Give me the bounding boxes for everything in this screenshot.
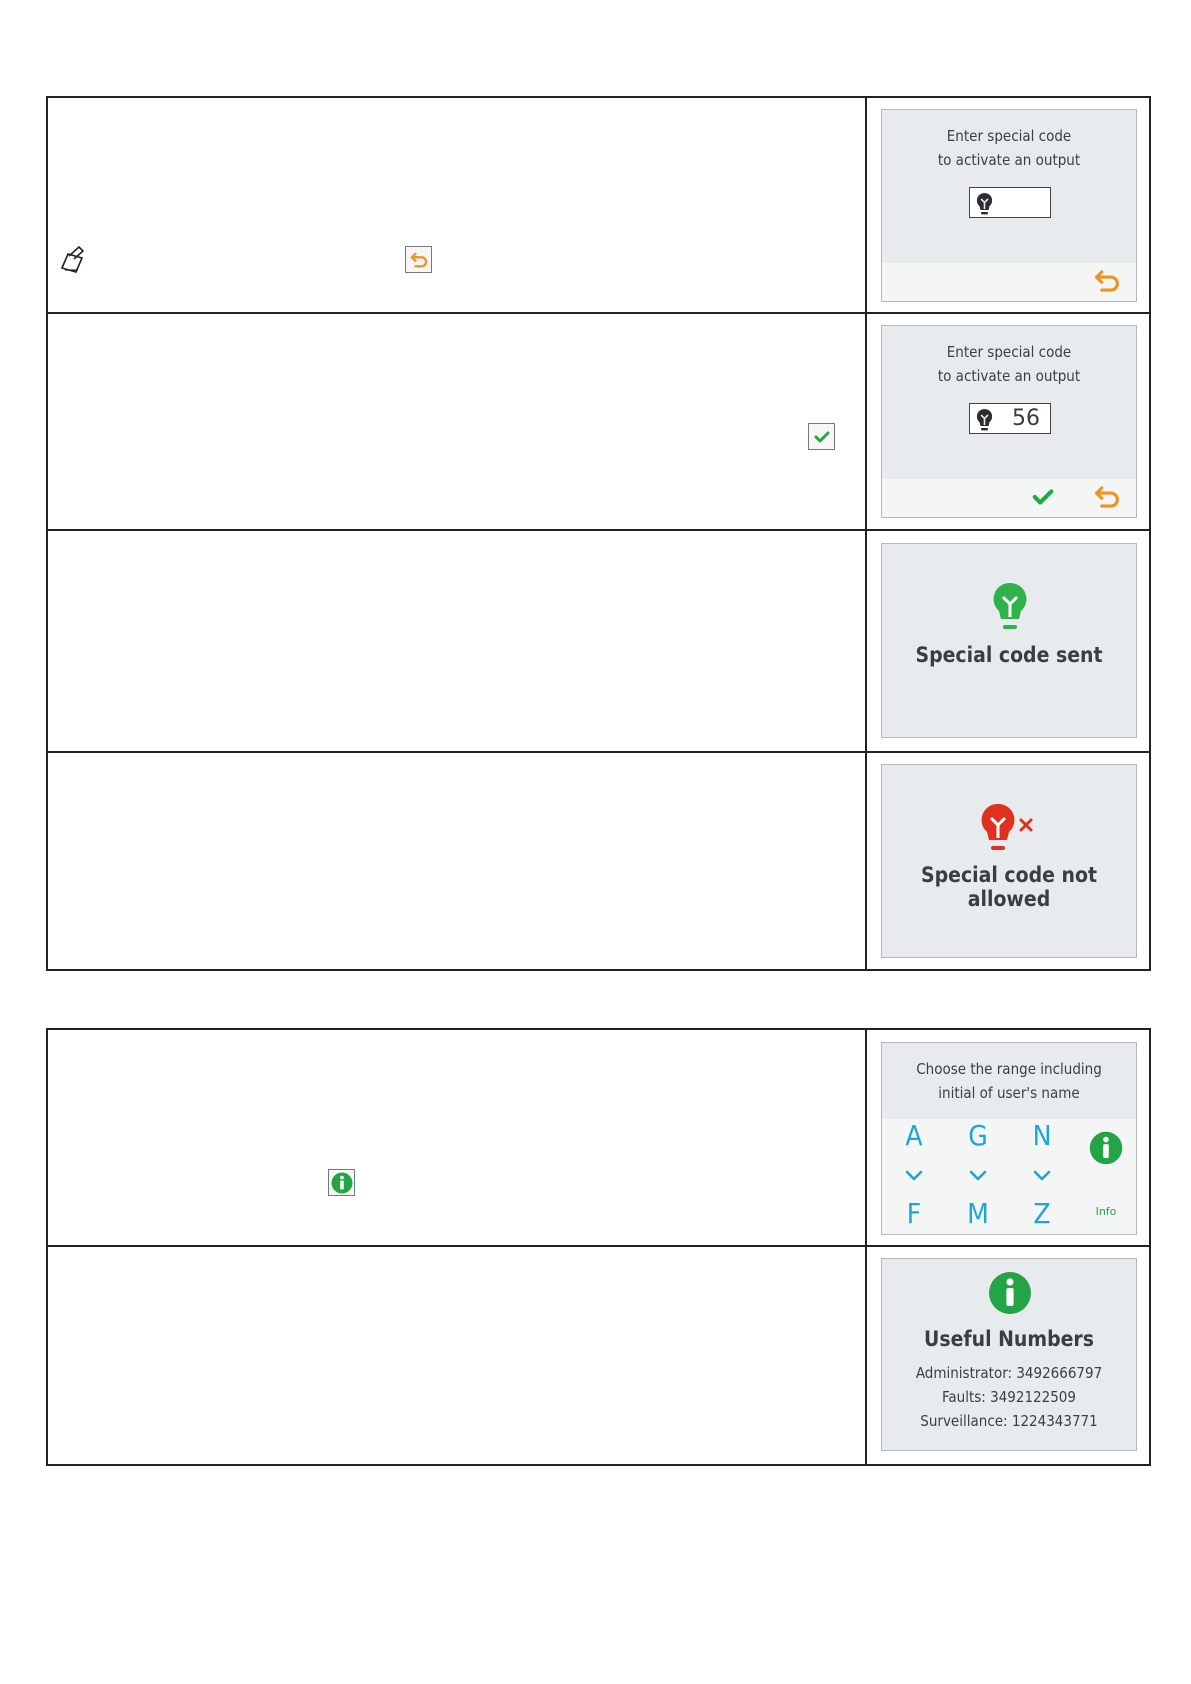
description-cell: [48, 1030, 867, 1245]
code-input[interactable]: [969, 403, 1051, 434]
info-icon: [988, 1271, 1032, 1315]
useful-numbers-screen: [881, 1258, 1137, 1451]
screen-footer: [882, 263, 1136, 301]
back-arrow-icon: [410, 252, 428, 268]
useful-number-line: Administrator: 3492666797: [915, 1364, 1103, 1382]
range-to: F: [906, 1197, 922, 1230]
screen-cell: [869, 753, 1149, 969]
enter-code-screen-empty: [881, 109, 1137, 302]
special-code-table: [46, 96, 1151, 971]
lightbulb-icon: [976, 408, 993, 432]
screen-cell: [869, 1030, 1149, 1245]
table-row: [48, 1030, 1149, 1247]
useful-numbers-title: Useful Numbers: [924, 1327, 1094, 1351]
screen-cell: [869, 1247, 1149, 1464]
info-icon: [1089, 1131, 1123, 1165]
checkmark-icon: [1032, 487, 1054, 507]
confirm-button-reference: [808, 423, 835, 450]
lightbulb-icon: [976, 192, 993, 216]
code-input[interactable]: [969, 187, 1051, 218]
range-from: N: [1032, 1119, 1052, 1152]
description-cell: [48, 1247, 867, 1464]
range-selector: [882, 1119, 1136, 1234]
code-value: 56: [1012, 406, 1040, 431]
description-cell: [48, 531, 867, 751]
screen-message-line1: Enter special code: [946, 127, 1072, 145]
confirm-button[interactable]: [1032, 487, 1054, 511]
back-button-reference: [405, 246, 432, 273]
screen-message-line2: to activate an output: [937, 367, 1081, 385]
screen-cell: [869, 531, 1149, 751]
back-arrow-icon: [1094, 485, 1120, 509]
lightbulb-icon: [992, 582, 1028, 634]
range-button-g-m[interactable]: [958, 1119, 998, 1236]
description-cell: [48, 98, 867, 312]
table-row: [48, 1247, 1149, 1464]
code-sent-screen: [881, 543, 1137, 738]
table-row: [48, 753, 1149, 969]
description-cell: [48, 314, 867, 529]
info-icon: [331, 1172, 353, 1194]
code-not-allowed-screen: [881, 764, 1137, 958]
screen-cell: [869, 314, 1149, 529]
useful-number-line: Surveillance: 1224343771: [920, 1412, 1098, 1430]
screen-cell: [869, 98, 1149, 312]
back-button[interactable]: [1094, 269, 1120, 297]
table-row: [48, 98, 1149, 314]
range-button-a-f[interactable]: [894, 1119, 934, 1236]
screen-message-line2: to activate an output: [937, 151, 1081, 169]
description-cell: [48, 753, 867, 969]
range-to: Z: [1033, 1197, 1051, 1230]
range-from: A: [905, 1119, 923, 1152]
range-button-n-z[interactable]: [1022, 1119, 1062, 1236]
back-button[interactable]: [1094, 485, 1120, 513]
screen-message-line2: initial of user's name: [938, 1084, 1080, 1102]
status-message: Special code sent: [915, 643, 1103, 667]
screen-message-line1: Enter special code: [946, 343, 1072, 361]
user-lookup-table: [46, 1028, 1151, 1466]
status-message: Special code not allowed: [921, 863, 1097, 911]
notepad-pencil-icon: [58, 244, 88, 278]
chevron-down-icon: [1022, 1169, 1062, 1183]
chevron-down-icon: [958, 1169, 998, 1183]
screen-message-line1: Choose the range including: [916, 1060, 1102, 1078]
back-arrow-icon: [1094, 269, 1120, 293]
info-label: Info: [1095, 1205, 1117, 1218]
range-to: M: [967, 1197, 989, 1230]
useful-number-line: Faults: 3492122509: [942, 1388, 1076, 1406]
table-row: [48, 314, 1149, 531]
table-row: [48, 531, 1149, 753]
lightbulb-denied-icon: [980, 803, 1040, 855]
choose-range-screen: [881, 1042, 1137, 1235]
chevron-down-icon: [894, 1169, 934, 1183]
info-button-reference: [328, 1169, 355, 1196]
range-from: G: [968, 1119, 988, 1152]
info-button[interactable]: [1086, 1125, 1126, 1225]
enter-code-screen-filled: [881, 325, 1137, 518]
checkmark-icon: [814, 430, 830, 444]
screen-footer: [882, 479, 1136, 517]
